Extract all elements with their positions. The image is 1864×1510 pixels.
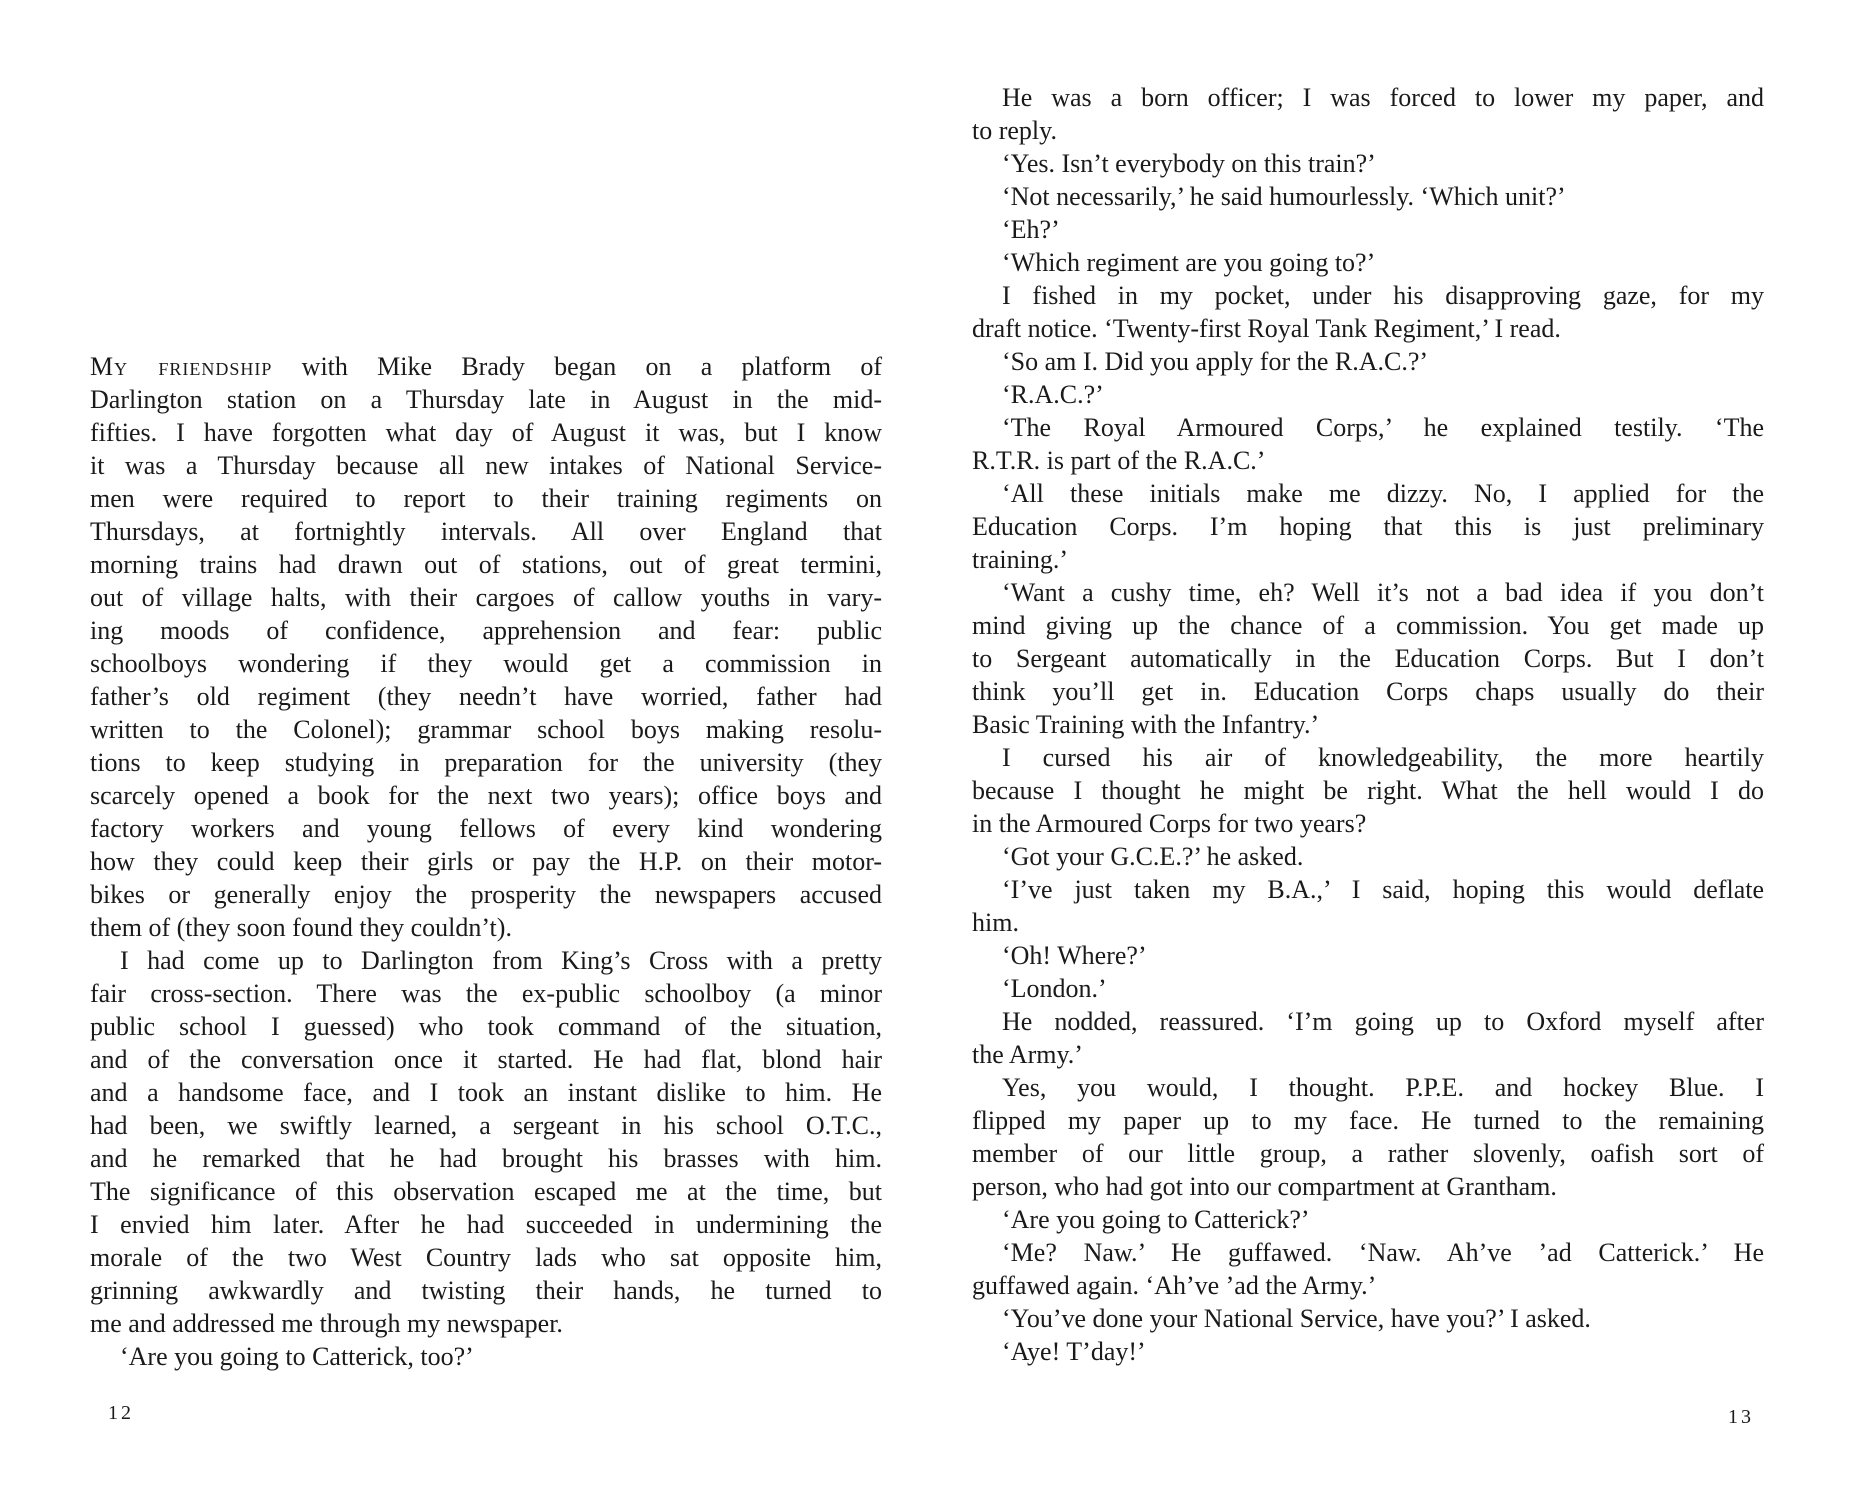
page-number-left: 12 (108, 1402, 134, 1424)
text-line (972, 1203, 1764, 1236)
text-line (972, 873, 1764, 906)
text-line-content: ing moods of confidence, apprehension and fear: public (90, 616, 882, 645)
text-line (972, 312, 1764, 345)
text-line-content: He nodded, reassured. ‘I’m going up to Oxford myself after (1002, 1007, 1764, 1036)
text-line (972, 1038, 1764, 1071)
text-line-content: him. (972, 908, 1019, 937)
text-line-content: Education Corps. I’m hoping that this is just preliminary (972, 512, 1764, 541)
text-line-content: scarcely opened a book for the next two years); office boys and (90, 781, 882, 810)
text-line-content: how they could keep their girls or pay the H.P. on their motor- (90, 847, 882, 876)
text-line (972, 81, 1764, 114)
text-line (972, 477, 1764, 510)
text-line (972, 906, 1764, 939)
text-line (972, 147, 1764, 180)
text-line-content: ‘Not necessarily,’ he said humourlessly. ‘Which unit?’ (1002, 182, 1566, 211)
text-line-content: training.’ (972, 545, 1069, 574)
text-line-content: Thursdays, at fortnightly intervals. All over England that (90, 517, 882, 546)
text-line-content: person, who had got into our compartment at Grantham. (972, 1172, 1557, 1201)
text-line (972, 279, 1764, 312)
text-line (90, 713, 882, 746)
text-line-content: ‘You’ve done your National Service, have you?’ I asked. (1002, 1304, 1591, 1333)
text-line (90, 383, 882, 416)
text-line-content: to Sergeant automatically in the Education Corps. But I don’t (972, 644, 1764, 673)
text-line-content: morale of the two West Country lads who sat opposite him, (90, 1243, 882, 1272)
text-line (90, 515, 882, 548)
text-line-content: written to the Colonel); grammar school boys making resolu- (90, 715, 882, 744)
text-line-content: Basic Training with the Infantry.’ (972, 710, 1320, 739)
text-line-content: ‘Me? Naw.’ He guffawed. ‘Naw. Ah’ve ’ad Catterick.’ He (1002, 1238, 1764, 1267)
text-line-content: The significance of this observation escaped me at the time, but (90, 1177, 882, 1206)
text-line-content: and of the conversation once it started. He had flat, blond hair (90, 1045, 882, 1074)
text-line (972, 1104, 1764, 1137)
text-line (972, 609, 1764, 642)
text-line-content: schoolboys wondering if they would get a commission in (90, 649, 882, 678)
text-line (972, 1137, 1764, 1170)
text-line (90, 1208, 882, 1241)
text-line (972, 1269, 1764, 1302)
text-line (972, 543, 1764, 576)
text-line-content: ‘Aye! T’day!’ (1002, 1337, 1146, 1366)
text-line (972, 576, 1764, 609)
text-line (90, 1274, 882, 1307)
text-line-content: because I thought he might be right. What the hell would I do (972, 776, 1764, 805)
text-line (90, 1076, 882, 1109)
text-line (972, 774, 1764, 807)
text-line-content: me and addressed me through my newspaper. (90, 1309, 563, 1338)
text-line (90, 911, 882, 944)
text-line (90, 1142, 882, 1175)
text-line-content: Darlington station on a Thursday late in August in the mid- (90, 385, 882, 414)
text-line-content: I envied him later. After he had succeeded in undermining the (90, 1210, 882, 1239)
text-line (90, 581, 882, 614)
text-line (90, 416, 882, 449)
text-line (972, 1335, 1764, 1368)
text-line-content: morning trains had drawn out of stations, out of great termini, (90, 550, 882, 579)
text-line (90, 878, 882, 911)
chapter-opening-small-caps: My friendship (90, 352, 273, 381)
text-line (90, 1307, 882, 1340)
text-line-content: ‘Oh! Where?’ (1002, 941, 1147, 970)
text-line (90, 1340, 882, 1373)
text-line (972, 246, 1764, 279)
text-line (972, 1005, 1764, 1038)
text-line (90, 482, 882, 515)
text-line-content: ‘Yes. Isn’t everybody on this train?’ (1002, 149, 1376, 178)
text-line (972, 642, 1764, 675)
text-line (972, 807, 1764, 840)
text-line-content: member of our little group, a rather slovenly, oafish sort of (972, 1139, 1764, 1168)
text-line-content: had been, we swiftly learned, a sergeant in his school O.T.C., (90, 1111, 882, 1140)
text-line-content: ‘So am I. Did you apply for the R.A.C.?’ (1002, 347, 1429, 376)
text-line-content: I fished in my pocket, under his disapproving gaze, for my (1002, 281, 1764, 310)
text-line (90, 1010, 882, 1043)
text-line-content: ‘Are you going to Catterick, too?’ (120, 1342, 474, 1371)
text-line-content: out of village halts, with their cargoes of callow youths in vary- (90, 583, 882, 612)
text-line (972, 972, 1764, 1005)
text-line-content: public school I guessed) who took command of the situation, (90, 1012, 882, 1041)
text-line (972, 939, 1764, 972)
text-line-content: ‘Are you going to Catterick?’ (1002, 1205, 1310, 1234)
text-line-content: father’s old regiment (they needn’t have worried, father had (90, 682, 882, 711)
text-line-content: with Mike Brady began on a platform of (272, 352, 882, 381)
text-line-content: ‘I’ve just taken my B.A.,’ I said, hoping this would deflate (1002, 875, 1764, 904)
text-line (90, 746, 882, 779)
text-line (90, 944, 882, 977)
text-line-content: it was a Thursday because all new intakes of National Service- (90, 451, 882, 480)
text-line (90, 1241, 882, 1274)
text-line (972, 345, 1764, 378)
text-line (90, 779, 882, 812)
text-line-content: He was a born officer; I was forced to lower my paper, and (1002, 83, 1764, 112)
text-line-content: flipped my paper up to my face. He turned to the remaining (972, 1106, 1764, 1135)
text-line-content: grinning awkwardly and twisting their hands, he turned to (90, 1276, 882, 1305)
text-line-content: bikes or generally enjoy the prosperity the newspapers accused (90, 880, 882, 909)
text-line (972, 1071, 1764, 1104)
text-line (972, 1302, 1764, 1335)
text-line-content: in the Armoured Corps for two years? (972, 809, 1367, 838)
text-line (972, 1170, 1764, 1203)
text-line (972, 444, 1764, 477)
text-line-content: the Army.’ (972, 1040, 1083, 1069)
text-line-content: ‘Want a cushy time, eh? Well it’s not a bad idea if you don’t (1002, 578, 1764, 607)
text-line-content: Yes, you would, I thought. P.P.E. and hockey Blue. I (1002, 1073, 1764, 1102)
text-line-content: I cursed his air of knowledgeability, the more heartily (1002, 743, 1764, 772)
text-line-content: I had come up to Darlington from King’s Cross with a pretty (120, 946, 882, 975)
text-line-content: tions to keep studying in preparation for the university (they (90, 748, 882, 777)
text-line (90, 812, 882, 845)
text-line (90, 1043, 882, 1076)
text-line-content: fair cross-section. There was the ex-public schoolboy (a minor (90, 979, 882, 1008)
text-line-content: and a handsome face, and I took an instant dislike to him. He (90, 1078, 882, 1107)
text-line (972, 1236, 1764, 1269)
text-line (972, 741, 1764, 774)
text-line-content: ‘Got your G.C.E.?’ he asked. (1002, 842, 1304, 871)
text-line-content: and he remarked that he had brought his brasses with him. (90, 1144, 882, 1173)
text-line-content: fifties. I have forgotten what day of August it was, but I know (90, 418, 882, 447)
text-line-content: mind giving up the chance of a commission. You get made up (972, 611, 1764, 640)
text-line-content: men were required to report to their training regiments on (90, 484, 882, 513)
text-line-content: guffawed again. ‘Ah’ve ’ad the Army.’ (972, 1271, 1377, 1300)
text-line (90, 1109, 882, 1142)
text-line (90, 614, 882, 647)
text-line (90, 977, 882, 1010)
text-line-content: draft notice. ‘Twenty-first Royal Tank Regiment,’ I read. (972, 314, 1561, 343)
text-line-content: ‘The Royal Armoured Corps,’ he explained testily. ‘The (1002, 413, 1764, 442)
text-line (90, 680, 882, 713)
right-page-text (972, 81, 1764, 1368)
text-line-content: factory workers and young fellows of every kind wondering (90, 814, 882, 843)
text-line (972, 180, 1764, 213)
text-line-content: ‘R.A.C.?’ (1002, 380, 1104, 409)
text-line-content: R.T.R. is part of the R.A.C.’ (972, 446, 1266, 475)
text-line (972, 510, 1764, 543)
text-line-content: ‘Eh?’ (1002, 215, 1060, 244)
text-line (90, 449, 882, 482)
text-line-content: them of (they soon found they couldn’t). (90, 913, 512, 942)
text-line-content: to reply. (972, 116, 1057, 145)
page-number-right: 13 (1728, 1406, 1754, 1428)
text-line (972, 378, 1764, 411)
text-line (972, 213, 1764, 246)
left-page-text (90, 350, 882, 1373)
text-line (972, 708, 1764, 741)
text-line (972, 840, 1764, 873)
text-line (90, 845, 882, 878)
text-line-content: think you’ll get in. Education Corps chaps usually do their (972, 677, 1764, 706)
text-line (90, 350, 882, 383)
text-line (972, 411, 1764, 444)
text-line (90, 1175, 882, 1208)
text-line (972, 675, 1764, 708)
text-line (90, 548, 882, 581)
text-line-content: ‘London.’ (1002, 974, 1107, 1003)
text-line-content: ‘Which regiment are you going to?’ (1002, 248, 1376, 277)
text-line-content: ‘All these initials make me dizzy. No, I applied for the (1002, 479, 1764, 508)
text-line (90, 647, 882, 680)
text-line (972, 114, 1764, 147)
